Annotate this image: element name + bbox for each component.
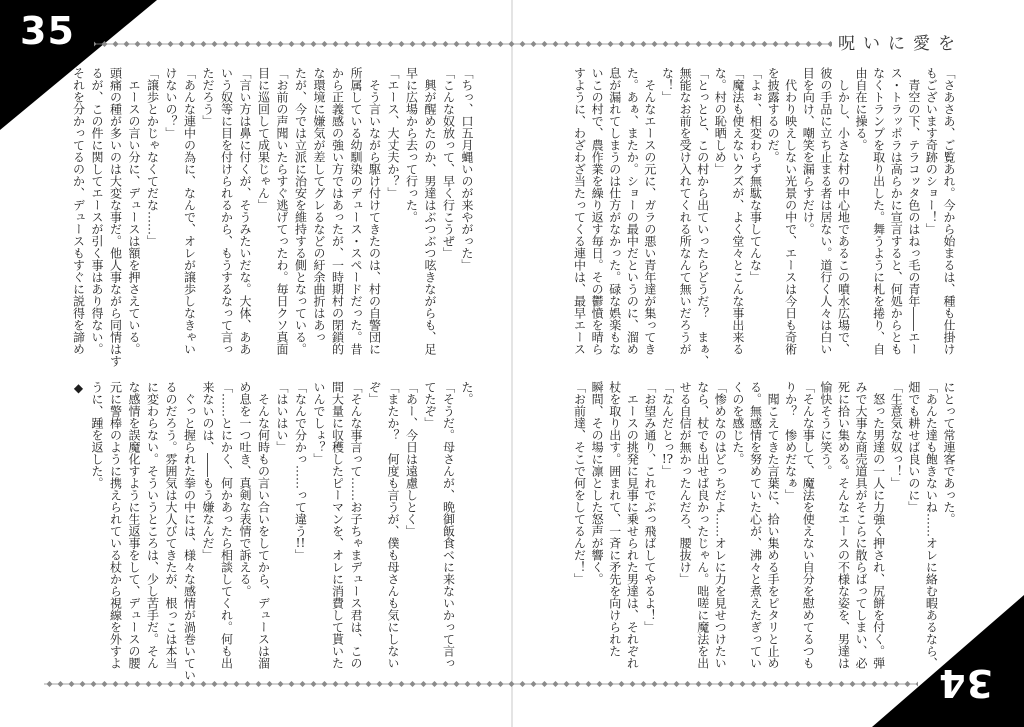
text-column: エースの挑発に見事に乗せられた男達は、それぞれ bbox=[625, 381, 640, 669]
text-column: 「こんな奴放って、早く行こうぜ」 bbox=[441, 67, 456, 259]
page-number-right: 34 bbox=[938, 661, 993, 705]
text-column: 元に警棒のように携えられている杖から視線を外すよ bbox=[108, 381, 123, 669]
text-column: ただろう」 bbox=[201, 67, 215, 127]
text-column: りか？ 惨めだなぁ」 bbox=[783, 381, 798, 501]
text-column: な環境に嫌気が差してグレるなどの紆余曲折はあっ bbox=[312, 67, 326, 343]
running-title: 呪いに愛を bbox=[838, 34, 963, 54]
text-column: 「お望み通り、これでぶっ飛ばしてやるよ！」 bbox=[642, 381, 657, 633]
text-column: め息を一つ吐き、真剣な表情で訴える。 bbox=[238, 381, 252, 597]
text-column: けないの？」 bbox=[164, 67, 178, 139]
text-column: 聞こえてきた言葉に、拾い集める手をピタリと止め bbox=[766, 381, 781, 669]
right-page-lower-tier bbox=[569, 381, 957, 681]
left-page-lower-tier bbox=[69, 381, 476, 681]
text-column: そんな何時もの言い合いをしてから、デュースは溜 bbox=[256, 381, 271, 669]
top-ornament-rule bbox=[94, 40, 832, 48]
text-column: ぐっと握られた拳の中には、様々な感情が渦巻いてい bbox=[182, 381, 197, 681]
text-column: 死に拾い集める。そんなエースの不様な姿を、男達は bbox=[836, 381, 851, 669]
text-column: ぞ」 bbox=[367, 381, 382, 405]
text-column: 「……とにかく、何かあったら相談してくれ。何も出 bbox=[219, 381, 234, 669]
text-column: なら、杖でも出せば良かったじゃん。咄嗟に魔法を出 bbox=[695, 381, 710, 669]
text-column: 由自在に操る。 bbox=[854, 67, 869, 151]
text-column: なくトランプを取り出した。舞うように札を捲り、自 bbox=[871, 67, 886, 355]
text-column: 杖を取り出す。囲まれて、一斉に矛先を向けられた bbox=[607, 381, 622, 657]
text-column: な感情を誤魔化すように生返事をして、デュースの腰 bbox=[127, 381, 141, 669]
text-column: な！」 bbox=[660, 67, 675, 103]
text-column: 「あんな連中の為に、なんで、オレが譲歩しなきゃい bbox=[182, 67, 197, 355]
text-column: 「言い方は鼻に付くが、そうみたいだな。大体、ああ bbox=[238, 67, 252, 355]
text-column: 息が漏れてしまうのは仕方がなかった。碌な娯楽もな bbox=[607, 67, 622, 355]
text-column: にとって常連客であった。 bbox=[942, 381, 956, 525]
text-column: な。村の恥晒しめ」 bbox=[713, 67, 728, 175]
text-column: 目を向け、嘲笑を漏らすだけ。 bbox=[801, 67, 816, 235]
text-column: 興が醒めたのか、男達はぶつぶつ呟きながらも、足 bbox=[423, 67, 437, 355]
text-column: いう奴等に目を付けられるから、もうするなって言っ bbox=[219, 67, 234, 355]
text-column: 代わり映えしない光景の中で、エースは今日も奇術 bbox=[783, 67, 798, 355]
text-column: を披露するのだ。 bbox=[766, 67, 781, 163]
text-column: 「魔法も使えないクズが、よく堂々とこんな事出来る bbox=[730, 67, 745, 355]
text-column: 「あんた達も飽きないね……オレに絡む暇あるなら、 bbox=[924, 381, 939, 669]
text-column: 無能なお前を受け入れてくれる所なんて無いだろうが bbox=[678, 67, 693, 355]
text-column: 「そんな事して、魔法を使えない自分を慰めてるつも bbox=[801, 381, 816, 669]
text-column: 目に巡回して成果じゃん」 bbox=[256, 67, 271, 211]
text-column: 「惨めなのはどっちだよ……オレに力を見せつけたい bbox=[713, 381, 728, 669]
text-column: 「さあさあ、ご覧あれ。今から始まるは、種も仕掛け bbox=[942, 67, 956, 355]
text-column: そう言いながら駆け付けてきたのは、村の自警団に bbox=[367, 67, 382, 355]
text-column: 「はいはい」 bbox=[275, 381, 289, 453]
text-column: そんなエースの元に、ガラの悪い青年達が集ってき bbox=[642, 67, 657, 355]
text-column: 「そんな事言って……お子ちゃまデュース君は、この bbox=[349, 381, 363, 669]
text-column: すように、わざわざ当たってくる連中は、最早エース bbox=[572, 67, 587, 355]
text-column: 「ちっ、口五月蝿いのが来やがった」 bbox=[460, 67, 474, 271]
right-page-upper-tier bbox=[569, 67, 957, 367]
text-column: る。無感情を努めていた心が、沸々と煮えたぎってい bbox=[748, 381, 763, 669]
text-column: それを分かってるのか、デュースもすぐに説得を諦め bbox=[71, 67, 86, 355]
text-column: 「お前達、そこで何をしてるんだ！」 bbox=[572, 381, 587, 585]
text-column: 「なんだとっ!?」 bbox=[660, 381, 675, 477]
text-column: 怒った男達の一人に力強く押され、尻餅を付く。弾 bbox=[871, 381, 886, 669]
text-column: しかし、小さな村の中心地であるこの噴水広場で、 bbox=[836, 67, 851, 355]
text-column: たが、今では立派に治安を維持する側となっている。 bbox=[293, 67, 308, 355]
text-column: てたぞ」 bbox=[423, 381, 437, 429]
text-column: 青空の下、テラコッタ色のはねっ毛の青年――エー bbox=[906, 67, 921, 355]
text-column: くのを感じた。 bbox=[730, 381, 745, 465]
text-column: 来ないのは、――もう嫌なんだ」 bbox=[201, 381, 215, 561]
text-column: 「生意気な奴っ！」 bbox=[889, 381, 904, 489]
text-column: から正義感の強い方ではあったが、一時期村の閉鎖的 bbox=[330, 67, 345, 355]
text-column: 早に広場から去って行った。 bbox=[404, 67, 419, 223]
text-column: 所属している幼馴染のデュース・スペードだった。昔 bbox=[349, 67, 363, 355]
text-column: 「そうだ。母さんが、晩御飯食べに来ないかって言っ bbox=[441, 381, 456, 669]
text-column: ス・トラッポラは高らかに宣言すると、何処からとも bbox=[889, 67, 904, 355]
text-column: みで大事な商売道具がそこらに散らばってしまい、必 bbox=[854, 381, 869, 669]
text-column: 「とっとと、この村から出ていったらどうだ？ まぁ、 bbox=[695, 67, 710, 367]
text-column: に変わらない。そういうところは、少し苦手だ。そん bbox=[145, 381, 160, 669]
text-column: エースの言い分に、デュースは額を押さえている。 bbox=[127, 67, 141, 355]
text-column: 間大量に収穫したピーマンを、オレに消費して貰いた bbox=[330, 381, 345, 669]
text-column: うに、踵を返した。 bbox=[90, 381, 104, 489]
page-number-left: 35 bbox=[20, 9, 75, 53]
text-column: 畑でも耕せば良いのに」 bbox=[906, 381, 921, 513]
text-column: るのだろう。雰囲気は大人びてきたが、根っこは本当 bbox=[164, 381, 178, 669]
text-column: 彼の手品に立ち止まる者は居ない。道行く人々は白い bbox=[818, 67, 833, 355]
text-column: 「あー、今日は遠慮しとく」 bbox=[404, 381, 419, 537]
text-column: た。 bbox=[460, 381, 474, 405]
text-column: 「よぉ、相変わらず無駄な事してんな」 bbox=[748, 67, 763, 283]
upright-punctuation: !! bbox=[295, 537, 306, 549]
text-column: 「譲歩とかじゃなくてだな……」 bbox=[145, 67, 160, 247]
text-column: 「お前の声聞いたらすぐ逃げてったわ。毎日クソ真面 bbox=[275, 67, 289, 355]
text-column: 「なんで分かっ……って違う!!」 bbox=[293, 381, 308, 561]
text-column: いんでしょ？」 bbox=[312, 381, 326, 465]
bottom-ornament-rule bbox=[44, 680, 918, 688]
left-page-upper-tier bbox=[69, 67, 476, 367]
text-column: 「またか？ 何度も言うが、僕も母さんも気にしない bbox=[386, 381, 400, 669]
text-column: 頭痛の種が多いのは大変な事だ。他人事ながら同情はす bbox=[108, 67, 123, 367]
text-column: もございます奇跡のショー！」 bbox=[924, 67, 939, 235]
upright-punctuation: !? bbox=[661, 453, 674, 465]
text-column: せる自信が無かったんだろ、腰抜け」 bbox=[678, 381, 693, 585]
text-column: 瞬間、その場に凛とした怒声が響く。 bbox=[590, 381, 605, 585]
text-column: るが、この件に関してエースが引く事はあり得ない。 bbox=[90, 67, 104, 355]
text-column: た。あぁ、またか。ショーの最中だというのに、溜め bbox=[625, 67, 640, 355]
text-column: いこの村で、農作業を繰り返す毎日。その鬱憤を晴ら bbox=[590, 67, 605, 355]
text-column: 愉快そうに笑う。 bbox=[818, 381, 833, 477]
text-column: 「エース、大丈夫か？」 bbox=[386, 67, 400, 199]
text-column: ◆ bbox=[71, 381, 86, 395]
